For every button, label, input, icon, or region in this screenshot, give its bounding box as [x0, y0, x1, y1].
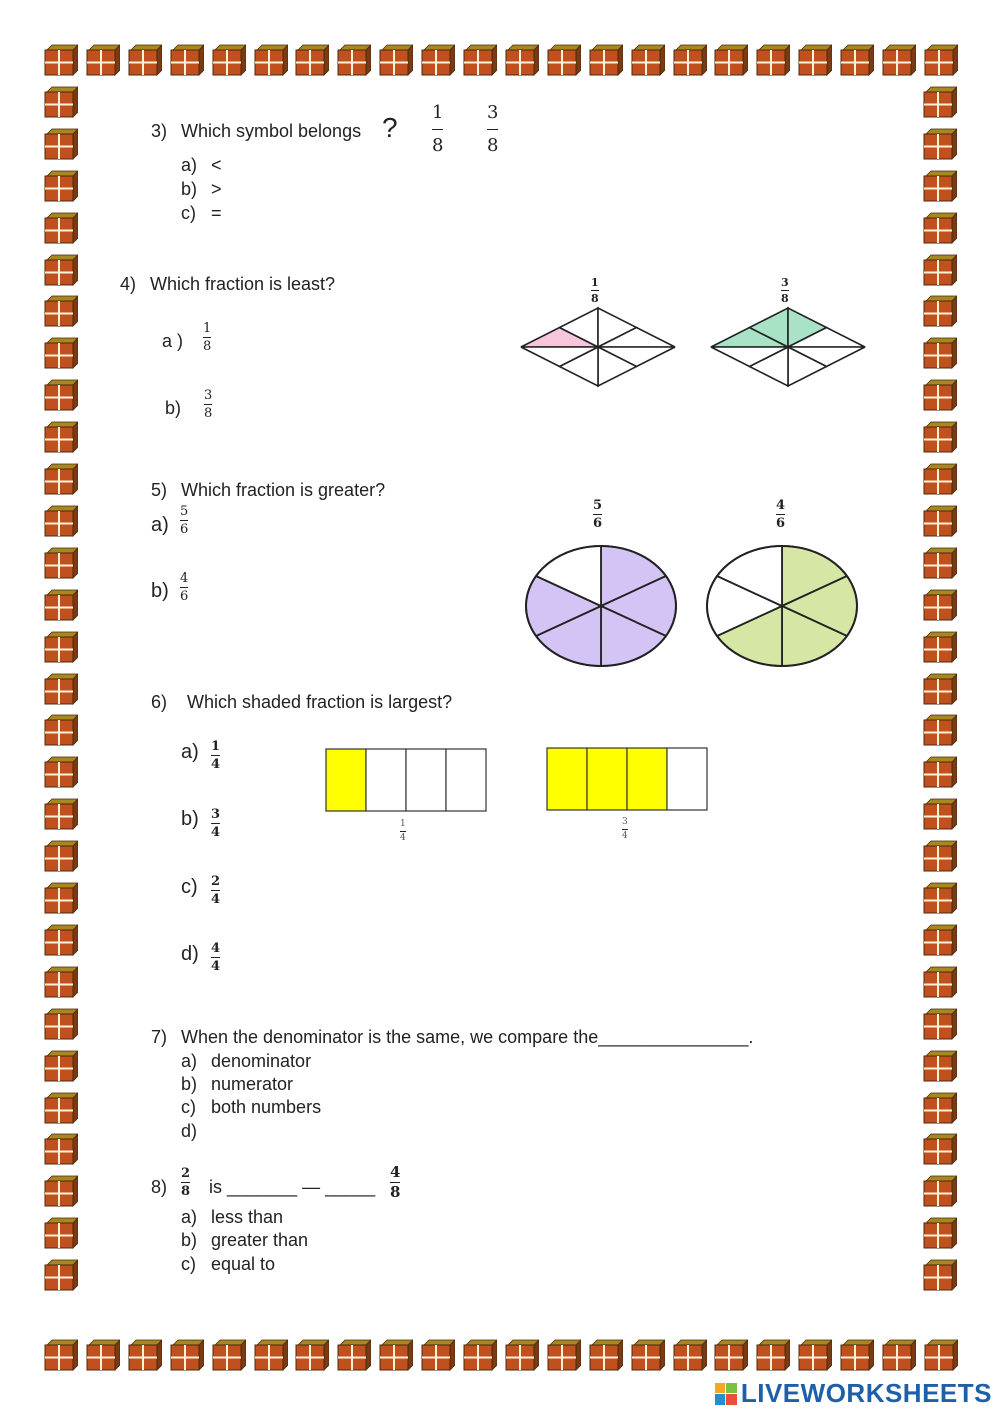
q6-option-b-fraction[interactable]: 3 4	[211, 807, 221, 840]
q5-option-a-fraction[interactable]: 5 6	[180, 504, 189, 537]
brick-icon	[673, 1339, 707, 1371]
unshaded-cell	[446, 749, 486, 811]
brick-icon	[44, 86, 78, 118]
shaded-cell	[326, 749, 366, 811]
brick-icon	[212, 1339, 246, 1371]
q5-circle-four-sixths	[705, 544, 859, 668]
q3-fraction-right: 3 8	[487, 102, 499, 156]
q4-rhombus-one-eighth	[518, 306, 678, 388]
q8-option-a-text[interactable]: less than	[211, 1207, 284, 1227]
brick-icon	[379, 1339, 413, 1371]
brick-icon	[254, 1339, 288, 1371]
brick-icon	[44, 44, 78, 76]
brick-icon	[44, 212, 78, 244]
brick-icon	[923, 924, 957, 956]
brick-icon	[44, 254, 78, 286]
q4-option-b-letter: b)	[165, 398, 182, 418]
brick-icon	[44, 1092, 78, 1124]
brick-icon	[128, 44, 162, 76]
brick-icon	[714, 44, 748, 76]
brick-icon	[379, 44, 413, 76]
q5-option-b-fraction[interactable]: 4 6	[180, 571, 189, 604]
q8-option-c-text[interactable]: equal to	[211, 1254, 276, 1274]
brick-icon	[589, 44, 623, 76]
q4-rhombus-three-eighths	[708, 306, 868, 388]
q6-figure-2-label: 3 4	[622, 817, 628, 841]
brick-icon	[44, 798, 78, 830]
q3-number: 3)	[151, 121, 168, 141]
brick-icon	[923, 1175, 957, 1207]
q4-number: 4)	[120, 274, 137, 294]
q8-option-b-letter: b)	[181, 1230, 198, 1250]
q6-option-d-letter: d)	[181, 943, 199, 965]
brick-icon	[798, 44, 832, 76]
brick-icon	[44, 840, 78, 872]
brick-icon	[923, 421, 957, 453]
brick-icon	[923, 798, 957, 830]
q7-option-a-text[interactable]: denominator	[211, 1051, 312, 1071]
brick-icon	[44, 673, 78, 705]
q5-figure-1-label: 5 6	[593, 498, 603, 531]
brick-icon	[295, 1339, 329, 1371]
q4-prompt: Which fraction is least?	[150, 274, 336, 294]
brick-icon	[923, 1259, 957, 1291]
q8-option-b-text[interactable]: greater than	[211, 1230, 309, 1250]
q7-option-b-letter: b)	[181, 1074, 198, 1094]
brick-icon	[714, 1339, 748, 1371]
brick-icon	[923, 756, 957, 788]
logo-square	[726, 1383, 737, 1394]
brick-icon	[44, 337, 78, 369]
brick-icon	[44, 756, 78, 788]
logo-square	[726, 1394, 737, 1405]
brick-icon	[44, 1339, 78, 1371]
q7-prompt: When the denominator is the same, we compare the_______________.	[181, 1027, 754, 1047]
q6-option-c-letter: c)	[181, 876, 198, 898]
q6-bar-one-fourth	[324, 747, 488, 813]
q5-figure-2-label: 4 6	[776, 498, 786, 531]
q5-number: 5)	[151, 480, 168, 500]
q5-circle-five-sixths	[524, 544, 678, 668]
q5-option-a-letter: a)	[151, 514, 169, 536]
q7-option-c-letter: c)	[181, 1097, 196, 1117]
brick-icon	[923, 170, 957, 202]
brick-icon	[756, 44, 790, 76]
q4-option-a-fraction[interactable]: 1 8	[203, 321, 212, 354]
q3-prompt: Which symbol belongs	[181, 121, 362, 141]
brick-icon	[337, 44, 371, 76]
q8-number: 8)	[151, 1177, 168, 1197]
q3-option-a-text[interactable]: <	[211, 155, 222, 175]
brick-icon	[840, 1339, 874, 1371]
brick-icon	[44, 631, 78, 663]
q3-option-c-text[interactable]: =	[211, 203, 222, 223]
brick-icon	[923, 589, 957, 621]
q4-option-a-letter: a )	[162, 331, 184, 351]
liveworksheets-text: LIVEWORKSHEETS	[740, 1378, 992, 1408]
brick-icon	[631, 44, 665, 76]
brick-icon	[923, 673, 957, 705]
brick-icon	[86, 44, 120, 76]
brick-icon	[44, 170, 78, 202]
shaded-cell	[547, 748, 587, 810]
q7-number: 7)	[151, 1027, 168, 1047]
q7-option-a-letter: a)	[181, 1051, 198, 1071]
q3-question-mark: ?	[382, 112, 398, 143]
brick-icon	[547, 1339, 581, 1371]
brick-icon	[44, 714, 78, 746]
brick-icon	[170, 1339, 204, 1371]
brick-icon	[798, 1339, 832, 1371]
brick-icon	[44, 589, 78, 621]
q8-left-fraction: 2 8	[181, 1166, 191, 1199]
shaded-cell	[627, 748, 667, 810]
q3-option-b-letter: b)	[181, 179, 198, 199]
q3-option-c-letter: c)	[181, 203, 196, 223]
q8-middle-text: is _______ — _____	[209, 1177, 376, 1197]
brick-icon	[44, 547, 78, 579]
brick-icon	[923, 1217, 957, 1249]
q8-right-fraction: 4 8	[390, 1163, 401, 1201]
brick-icon	[589, 1339, 623, 1371]
q6-bar-three-fourths	[545, 746, 709, 812]
unshaded-cell	[667, 748, 707, 810]
q5-option-b-letter: b)	[151, 580, 169, 602]
q6-option-b-letter: b)	[181, 808, 199, 830]
brick-icon	[44, 1175, 78, 1207]
q6-option-c-fraction[interactable]: 2 4	[211, 874, 221, 907]
brick-icon	[44, 295, 78, 327]
q3-option-a-letter: a)	[181, 155, 198, 175]
q7-option-d-letter: d)	[181, 1121, 198, 1141]
brick-icon	[882, 1339, 916, 1371]
brick-icon	[44, 1008, 78, 1040]
brick-icon	[254, 44, 288, 76]
liveworksheets-logo-icon	[715, 1383, 737, 1405]
q3-fraction-left: 1 8	[432, 102, 444, 156]
brick-icon	[505, 1339, 539, 1371]
brick-icon	[337, 1339, 371, 1371]
brick-icon	[923, 966, 957, 998]
q6-option-d-fraction[interactable]: 4 4	[211, 941, 221, 974]
brick-icon	[463, 44, 497, 76]
liveworksheets-watermark	[715, 1378, 992, 1409]
q4-figure-2-label: 3 8	[781, 276, 789, 305]
brick-icon	[421, 44, 455, 76]
q4-option-b-fraction[interactable]: 3 8	[204, 388, 213, 421]
q6-figure-1-label: 1 4	[400, 819, 406, 843]
brick-icon	[923, 86, 957, 118]
brick-icon	[923, 1008, 957, 1040]
q8-option-c-letter: c)	[181, 1254, 196, 1274]
brick-icon	[170, 44, 204, 76]
brick-icon	[86, 1339, 120, 1371]
logo-square	[715, 1394, 726, 1405]
brick-icon	[631, 1339, 665, 1371]
q8-option-a-letter: a)	[181, 1207, 198, 1227]
brick-icon	[44, 128, 78, 160]
brick-icon	[505, 44, 539, 76]
brick-icon	[923, 463, 957, 495]
brick-icon	[924, 44, 958, 76]
brick-icon	[44, 379, 78, 411]
brick-icon	[923, 505, 957, 537]
q6-option-a-letter: a)	[181, 741, 199, 763]
unshaded-cell	[406, 749, 446, 811]
brick-icon	[44, 1050, 78, 1082]
brick-icon	[923, 631, 957, 663]
q6-number: 6)	[151, 692, 168, 712]
brick-icon	[44, 966, 78, 998]
brick-icon	[128, 1339, 162, 1371]
brick-icon	[923, 379, 957, 411]
q6-option-a-fraction[interactable]: 1 4	[211, 739, 221, 772]
brick-icon	[44, 1217, 78, 1249]
brick-icon	[295, 44, 329, 76]
brick-icon	[840, 44, 874, 76]
brick-icon	[923, 1133, 957, 1165]
brick-icon	[882, 44, 916, 76]
q7-option-c-text[interactable]: both numbers	[211, 1097, 322, 1117]
brick-icon	[756, 1339, 790, 1371]
logo-square	[715, 1383, 726, 1394]
brick-icon	[923, 128, 957, 160]
brick-icon	[923, 882, 957, 914]
brick-icon	[212, 44, 246, 76]
shaded-cell	[587, 748, 627, 810]
brick-icon	[673, 44, 707, 76]
brick-icon	[923, 840, 957, 872]
q3-option-b-text[interactable]: >	[211, 179, 222, 199]
brick-icon	[547, 44, 581, 76]
q4-figure-1-label: 1 8	[591, 276, 599, 305]
brick-icon	[44, 924, 78, 956]
brick-icon	[923, 295, 957, 327]
brick-icon	[44, 505, 78, 537]
brick-icon	[44, 463, 78, 495]
unshaded-cell	[366, 749, 406, 811]
brick-icon	[923, 337, 957, 369]
q7-option-b-text[interactable]: numerator	[211, 1074, 294, 1094]
brick-icon	[923, 254, 957, 286]
brick-icon	[44, 1133, 78, 1165]
brick-icon	[923, 1092, 957, 1124]
brick-icon	[44, 421, 78, 453]
brick-icon	[463, 1339, 497, 1371]
brick-icon	[44, 1259, 78, 1291]
q6-prompt: Which shaded fraction is largest?	[187, 692, 453, 712]
brick-icon	[923, 212, 957, 244]
brick-icon	[923, 714, 957, 746]
brick-icon	[44, 882, 78, 914]
brick-icon	[421, 1339, 455, 1371]
q5-prompt: Which fraction is greater?	[181, 480, 386, 500]
brick-icon	[924, 1339, 958, 1371]
brick-icon	[923, 547, 957, 579]
brick-icon	[923, 1050, 957, 1082]
